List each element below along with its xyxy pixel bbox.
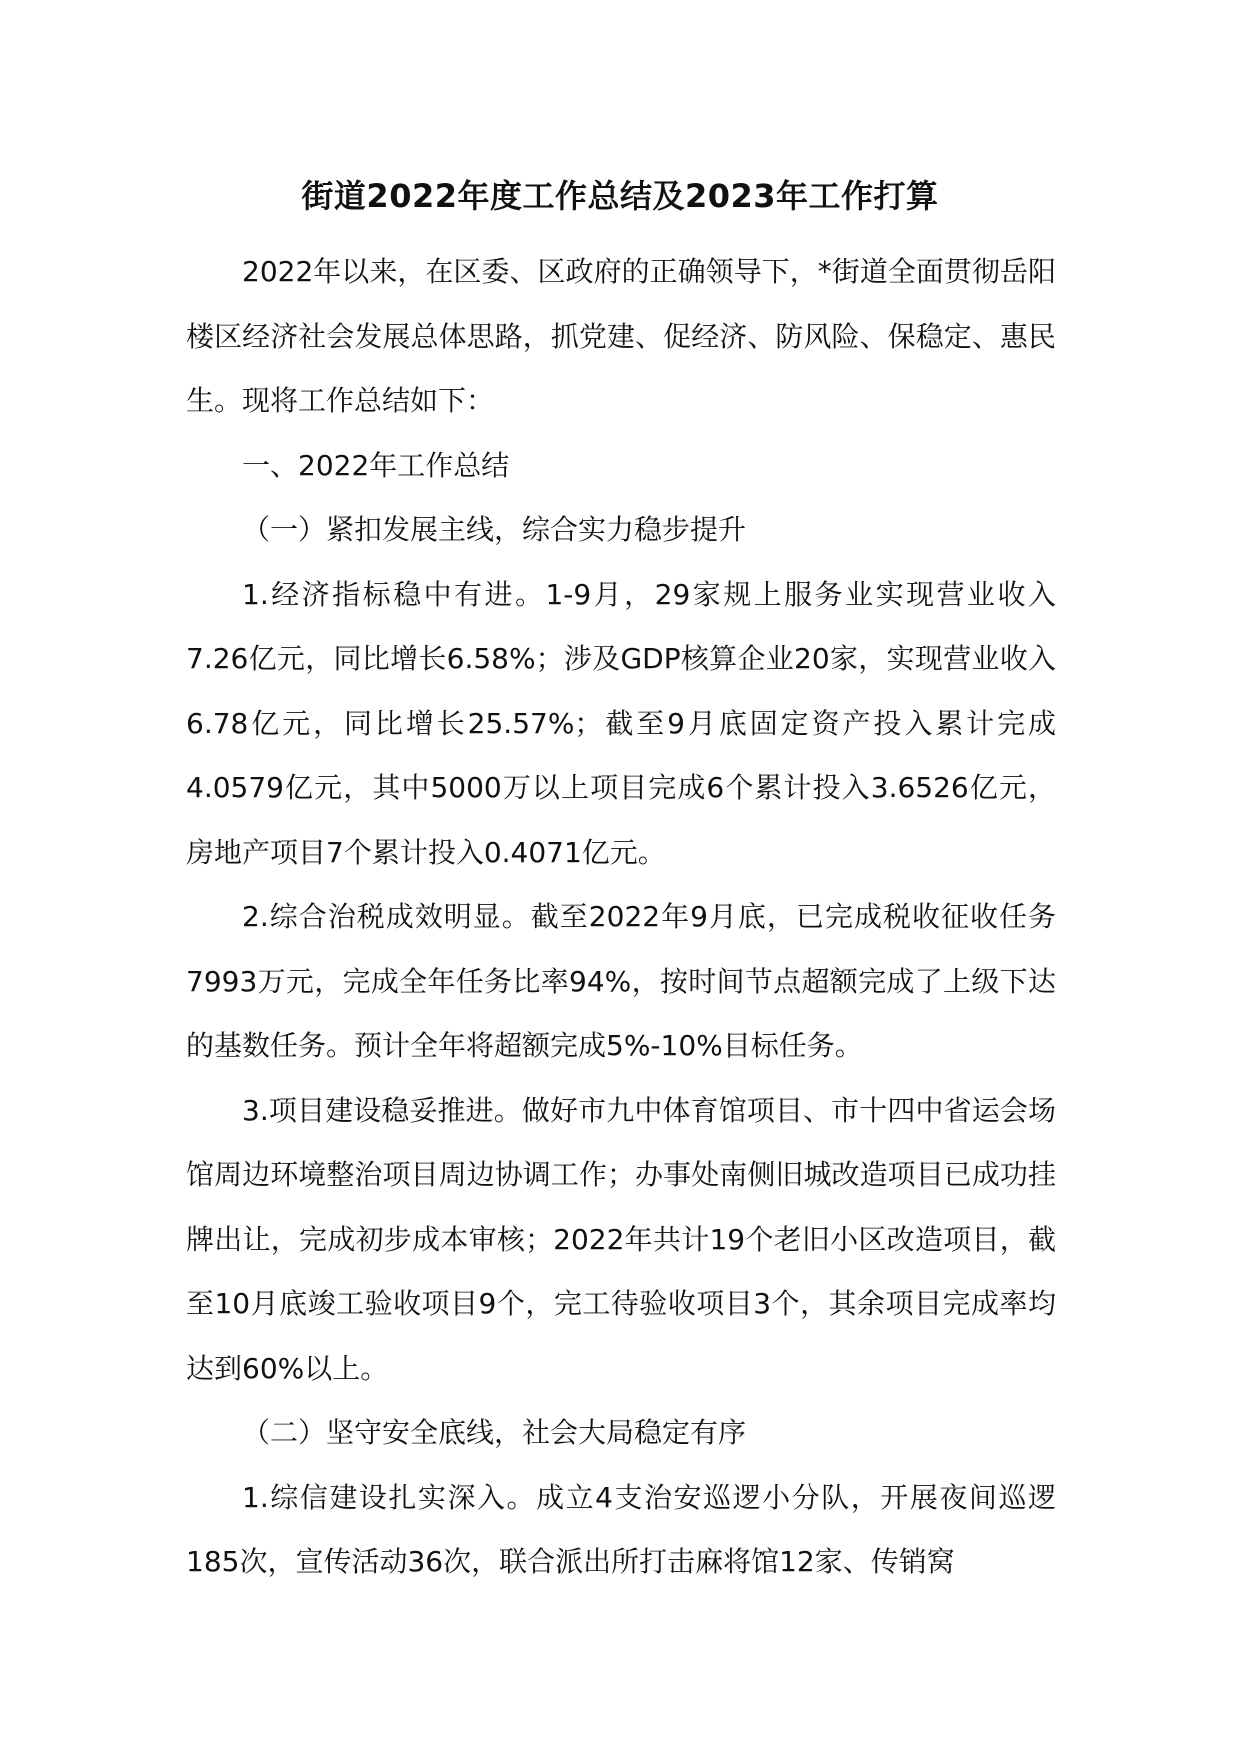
subsection-heading-1: （一）紧扣发展主线，综合实力稳步提升	[242, 513, 747, 546]
paragraph-project-construction: 3.项目建设稳妥推进。做好市九中体育馆项目、市十四中省运会场馆周边环境整治项目周边协调工作；办事处南侧旧城改造项目已成功挂牌出让，完成初步成本审核；2022年共计19个老旧小区改造项目，截至10月底竣工验收项目9个，完工待验收项目3个，其余项目完成率均达到60%以上。	[186, 1093, 1056, 1385]
document-body	[186, 240, 1056, 1595]
document-title: 街道2022年度工作总结及2023年工作打算	[301, 177, 939, 215]
paragraph-public-security: 1.综信建设扎实深入。成立4支治安巡逻小分队，开展夜间巡逻185次，宣传活动36次，联合派出所打击麻将馆12家、传销窝	[186, 1480, 1056, 1578]
section-heading-1: 一、2022年工作总结	[242, 448, 510, 482]
paragraph-tax-governance: 2.综合治税成效明显。截至2022年9月底，已完成税收征收任务7993万元，完成全年任务比率94%，按时间节点超额完成了上级下达的基数任务。预计全年将超额完成5%-10%目标任务。	[186, 900, 1056, 1062]
intro-paragraph: 2022年以来，在区委、区政府的正确领导下，*街道全面贯彻岳阳楼区经济社会发展总体思路，抓党建、促经济、防风险、保稳定、惠民生。现将工作总结如下：	[186, 255, 1056, 417]
subsection-heading-2: （二）坚守安全底线，社会大局稳定有序	[242, 1416, 747, 1449]
paragraph-economic-indicators: 1.经济指标稳中有进。1-9月，29家规上服务业实现营业收入7.26亿元，同比增长6.58%；涉及GDP核算企业20家，实现营业收入6.78亿元，同比增长25.57%；截至9月底固定资产投入累计完成4.0579亿元，其中5000万以上项目完成6个累计投入3.6526亿元，房地产项目7个累计投入0.4071亿元。	[186, 577, 1056, 869]
